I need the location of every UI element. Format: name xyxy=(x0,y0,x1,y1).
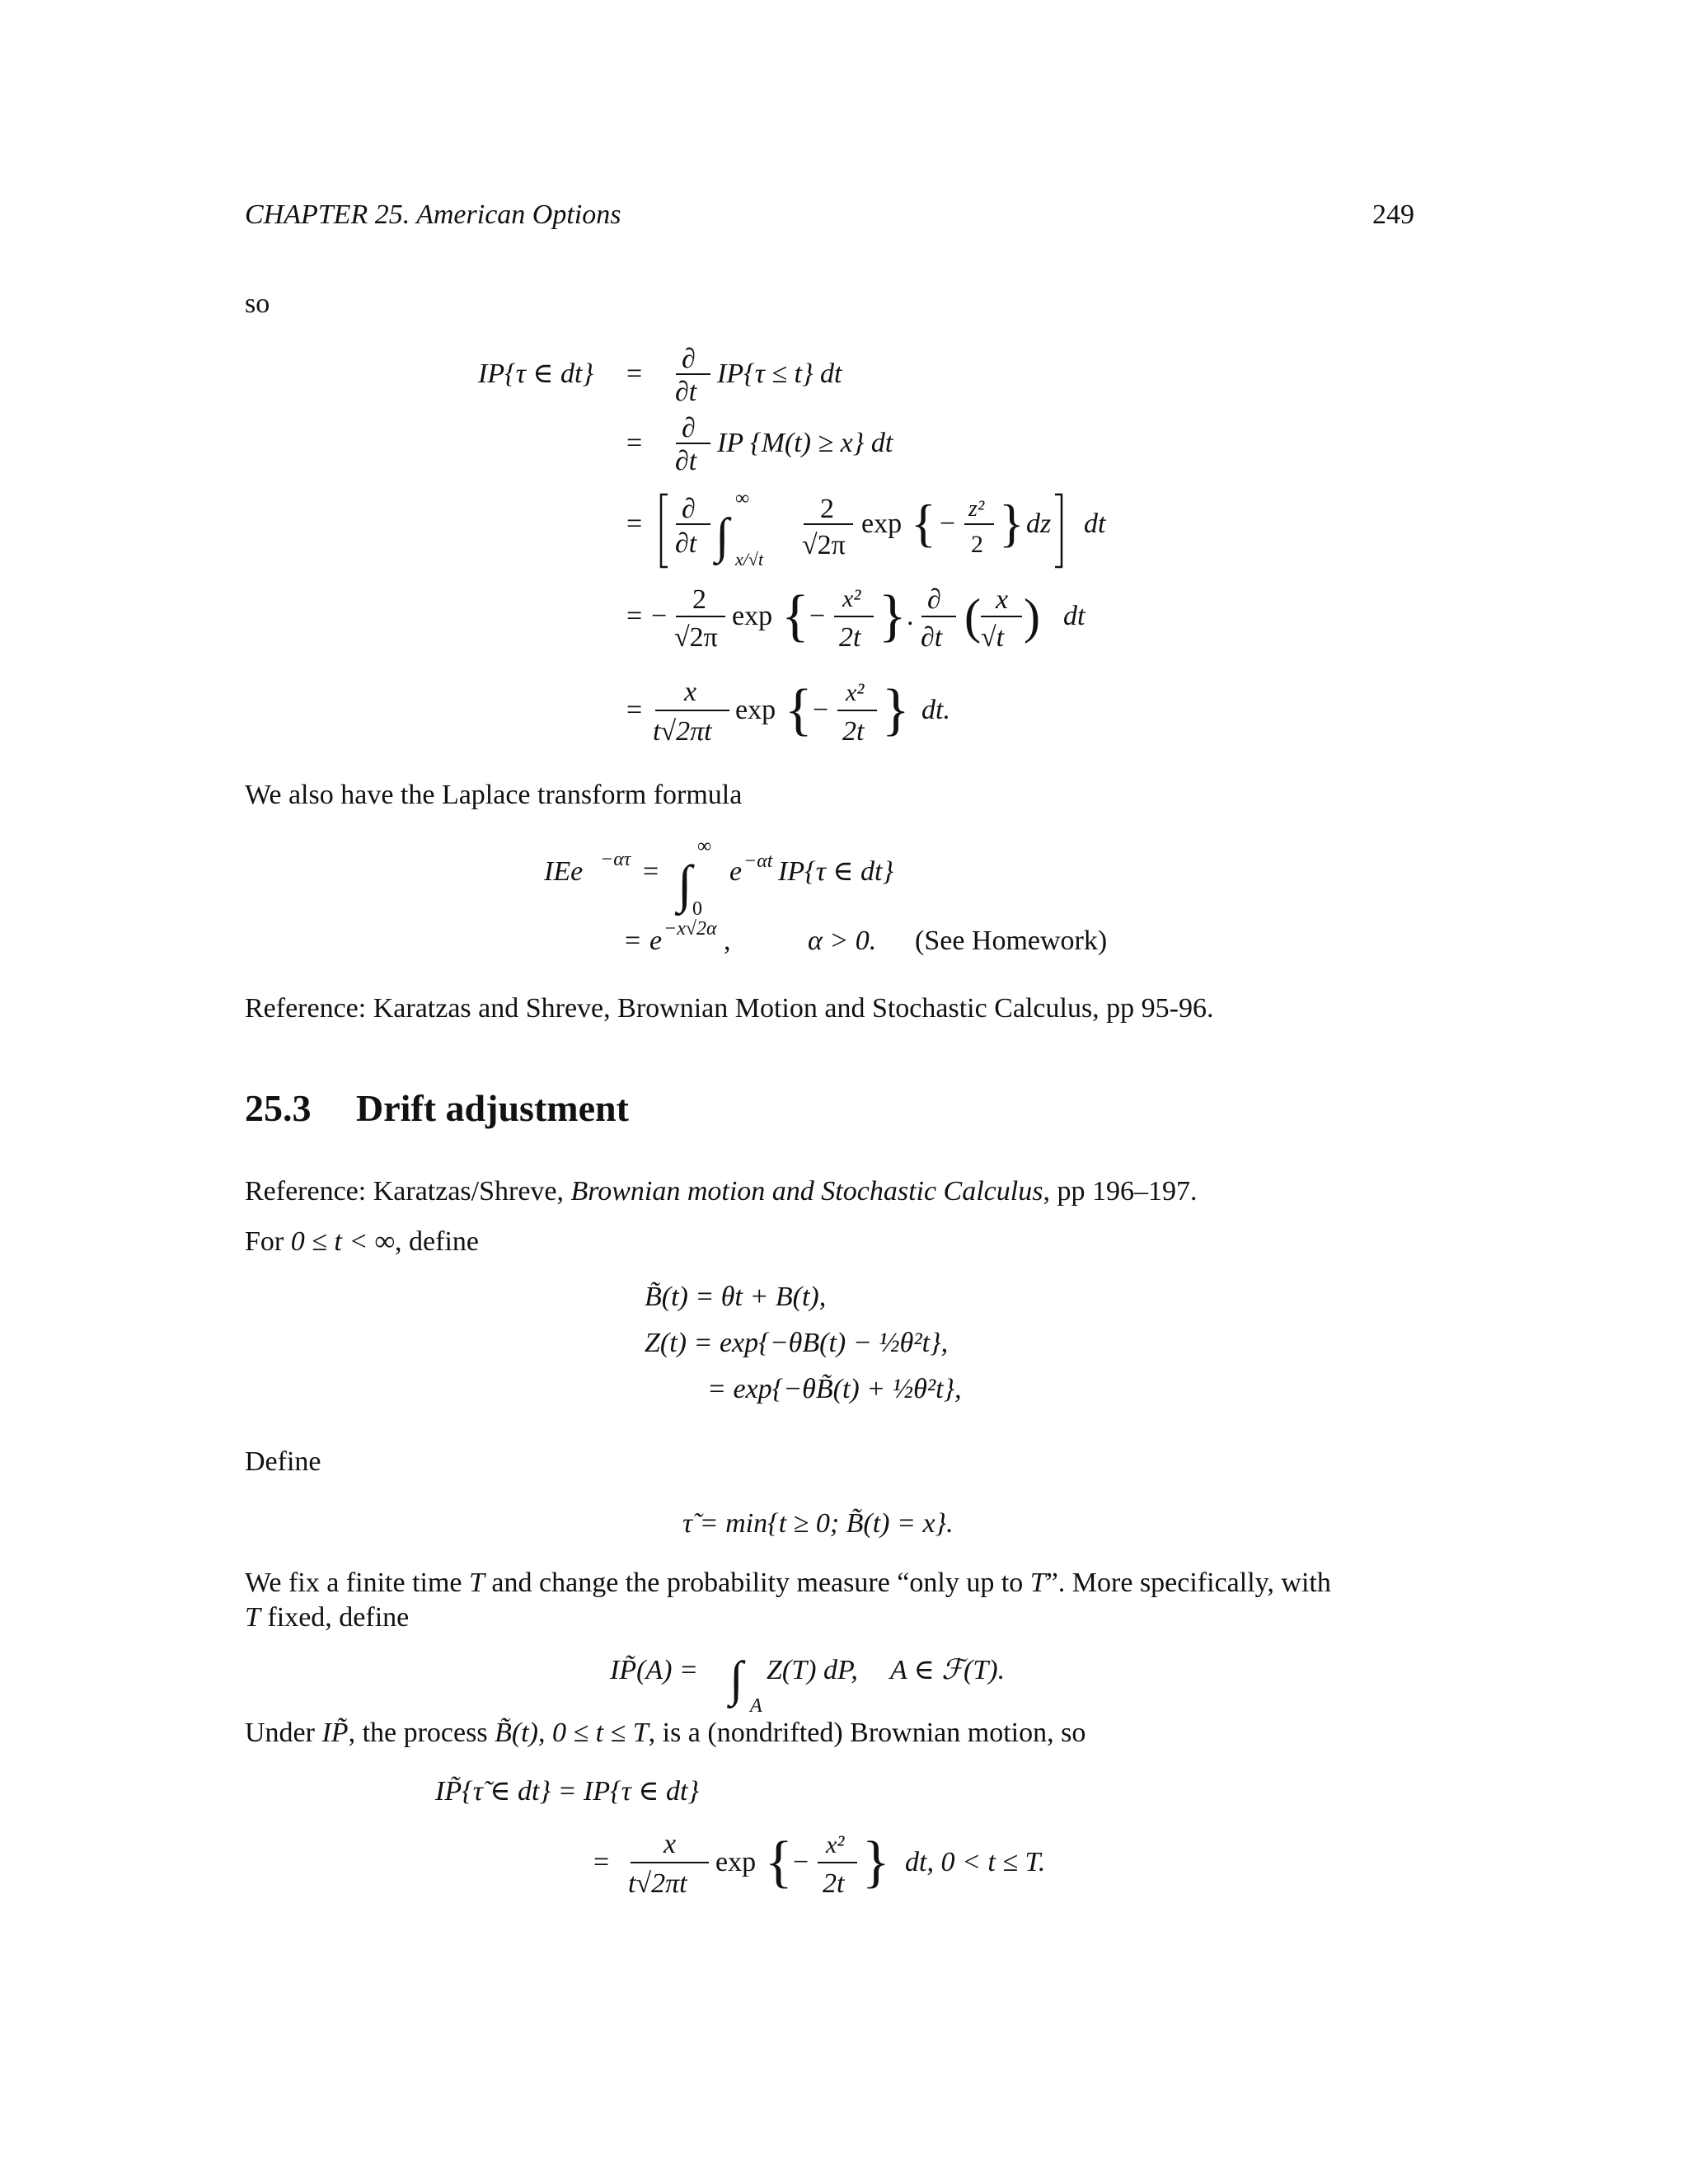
svg-text:exp: exp xyxy=(732,601,773,631)
svg-text:t√2πt: t√2πt xyxy=(628,1868,687,1899)
svg-text:∂: ∂ xyxy=(682,344,696,374)
svg-text:=: = xyxy=(625,926,641,956)
svg-text:∞: ∞ xyxy=(735,488,750,509)
svg-text:∞: ∞ xyxy=(697,836,712,857)
equation-btilde-def: B̃(t) = θt + B(t), xyxy=(645,1282,827,1312)
svg-text:dz: dz xyxy=(1026,509,1052,539)
svg-text:exp: exp xyxy=(735,695,776,725)
svg-text:−x√2α: −x√2α xyxy=(663,918,717,940)
svg-text:∫: ∫ xyxy=(678,855,692,913)
svg-text:IEe: IEe xyxy=(544,856,584,887)
eq1-line1: IP{τ ≤ t} dt xyxy=(717,359,842,389)
equation-tau-tilde: τ̃ = min{t ≥ 0; B̃(t) = x}. xyxy=(682,1508,954,1539)
equation-first-passage-density xyxy=(445,313,1187,758)
svg-text:A: A xyxy=(750,1695,762,1717)
svg-text:x²: x² xyxy=(846,679,865,706)
svg-text:√2π: √2π xyxy=(802,530,846,560)
svg-text:2: 2 xyxy=(692,584,706,615)
svg-text:∂: ∂ xyxy=(682,494,696,524)
svg-text:): ) xyxy=(1024,589,1040,644)
equation-z-def: Z(t) = exp{−θB(t) − ½θ²t}, xyxy=(645,1328,949,1358)
equation-z-def-2: = exp{−θB̃(t) + ½θ²t}, xyxy=(707,1374,962,1404)
svg-text:t√2πt: t√2πt xyxy=(653,716,712,747)
see-homework: (See Homework) xyxy=(915,926,1108,956)
svg-text:dt: dt xyxy=(1084,509,1106,539)
text-so: so xyxy=(245,288,270,319)
svg-text:√2π: √2π xyxy=(674,622,718,653)
svg-text:−αt: −αt xyxy=(743,851,773,872)
text-define: Define xyxy=(245,1446,321,1477)
svg-text:{: { xyxy=(785,678,813,742)
svg-text:}: } xyxy=(879,584,907,648)
svg-text:(: ( xyxy=(964,589,981,644)
svg-text:IP{τ ∈ dt}: IP{τ ∈ dt} xyxy=(778,856,894,887)
svg-text:2t: 2t xyxy=(842,716,865,747)
eq1-lhs: IP{τ ∈ dt} xyxy=(478,359,594,389)
svg-text:=: = xyxy=(626,601,643,631)
reference-karatzas-shreve-1: Reference: Karatzas and Shreve, Brownian Motion and Stochastic Calculus, pp 95-96. xyxy=(245,993,1214,1024)
equation-laplace-transform xyxy=(528,824,1203,972)
svg-text:dt: dt xyxy=(1063,601,1085,631)
text-laplace-intro: We also have the Laplace transform formula xyxy=(245,780,743,810)
svg-text:=: = xyxy=(626,695,643,725)
svg-text:2: 2 xyxy=(971,531,983,558)
svg-text:.: . xyxy=(907,601,914,631)
svg-text:√t: √t xyxy=(981,622,1005,653)
svg-text:}: } xyxy=(862,1830,890,1894)
svg-text:=: = xyxy=(626,359,643,389)
svg-text:−: − xyxy=(651,601,668,631)
svg-text:∂: ∂ xyxy=(682,413,696,443)
svg-text:exp: exp xyxy=(715,1847,757,1877)
svg-text:−: − xyxy=(813,695,829,725)
page-number: 249 xyxy=(1372,199,1414,230)
section-heading xyxy=(245,1086,629,1130)
section-title: Drift adjustment xyxy=(356,1087,629,1129)
svg-text:∂t: ∂t xyxy=(675,528,697,559)
svg-text:{: { xyxy=(781,584,809,648)
text-for-define: For 0 ≤ t < ∞, define xyxy=(245,1226,479,1257)
svg-text:exp: exp xyxy=(861,509,903,539)
svg-text:∫: ∫ xyxy=(715,509,729,563)
reference-karatzas-shreve-2: Reference: Karatzas/Shreve, Brownian motion and Stochastic Calculus, pp 196–197. xyxy=(245,1176,1198,1207)
svg-text:=: = xyxy=(626,509,643,539)
svg-text:∂t: ∂t xyxy=(675,446,697,476)
svg-text:∂t: ∂t xyxy=(921,622,943,653)
text-fix-time: We fix a finite time T and change the probability measure “only up to T”. More specifically, with T fixed, define xyxy=(245,1568,1331,1633)
svg-text:−: − xyxy=(809,601,826,631)
svg-text:−: − xyxy=(793,1847,809,1877)
running-title: CHAPTER 25. American Options xyxy=(245,199,621,230)
svg-text:x: x xyxy=(663,1829,677,1859)
svg-text:Z(T) dP,: Z(T) dP, xyxy=(767,1655,858,1685)
svg-text:z²: z² xyxy=(968,496,985,522)
svg-text:α > 0.: α > 0. xyxy=(808,926,877,956)
svg-text:x/√t: x/√t xyxy=(735,549,764,569)
svg-text:{: { xyxy=(765,1830,793,1894)
svg-text:=: = xyxy=(643,856,659,887)
svg-text:x²: x² xyxy=(842,585,861,612)
svg-text:2: 2 xyxy=(820,494,834,524)
svg-text:,: , xyxy=(724,926,731,956)
svg-text:=: = xyxy=(626,428,643,458)
eq1-line2: IP {M(t) ≥ x} dt xyxy=(717,428,893,458)
svg-text:2t: 2t xyxy=(839,622,861,653)
equation-ptilde-def xyxy=(593,1636,1154,1718)
svg-text:x²: x² xyxy=(826,1831,845,1858)
equation-ptilde-tau-tilde xyxy=(429,1764,1170,1929)
svg-text:=: = xyxy=(593,1847,610,1877)
svg-text:IP̃(A) =: IP̃(A) = xyxy=(610,1655,698,1685)
svg-text:e: e xyxy=(649,926,663,956)
svg-text:2t: 2t xyxy=(823,1868,845,1899)
svg-text:e: e xyxy=(729,856,743,887)
svg-text:dt, 0 < t ≤ T.: dt, 0 < t ≤ T. xyxy=(905,1847,1046,1877)
svg-text:}: } xyxy=(882,678,910,742)
svg-text:∂t: ∂t xyxy=(675,377,697,407)
svg-text:0: 0 xyxy=(692,898,702,920)
text-under-ptilde: Under IP̃, the process B̃(t), 0 ≤ t ≤ T, is a (nondrifted) Brownian motion, so xyxy=(245,1718,1086,1748)
svg-text:∂: ∂ xyxy=(927,584,941,615)
svg-text:IP̃{τ̃ ∈ dt} = IP{τ ∈ dt}: IP̃{τ̃ ∈ dt} = IP{τ ∈ dt} xyxy=(435,1776,700,1807)
svg-text:A ∈ ℱ(T).: A ∈ ℱ(T). xyxy=(890,1655,1006,1685)
svg-text:x: x xyxy=(996,584,1009,615)
svg-text:{: { xyxy=(911,494,936,552)
section-number: 25.3 xyxy=(245,1087,312,1129)
svg-text:∫: ∫ xyxy=(729,1652,743,1706)
svg-text:dt.: dt. xyxy=(921,695,950,725)
svg-text:}: } xyxy=(999,494,1025,552)
svg-text:−: − xyxy=(940,509,956,539)
svg-text:−ατ: −ατ xyxy=(600,849,631,870)
svg-text:x: x xyxy=(684,677,697,707)
